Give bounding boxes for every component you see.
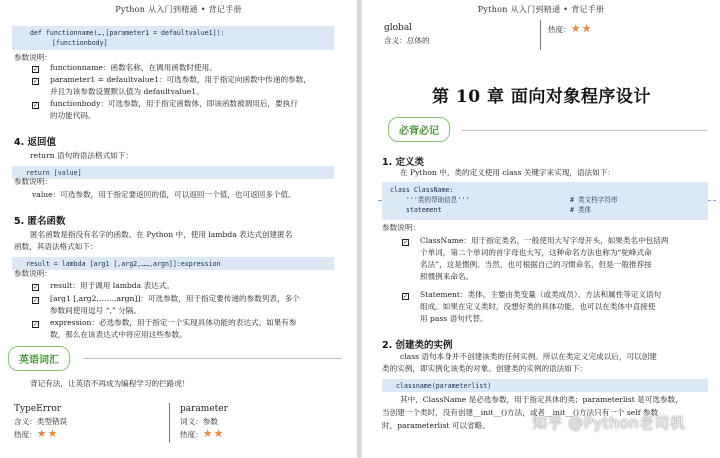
param-item-cont: 并且为该参数设置默认值为 defaultvalue1。 bbox=[50, 87, 204, 96]
code-comment: # 类文档字符串 bbox=[570, 196, 618, 204]
checkbox-icon: ✓ bbox=[33, 284, 39, 291]
vocab-word: TypeError bbox=[14, 404, 62, 414]
param-item-cont: 参数间使用逗号 “,” 分隔。 bbox=[50, 306, 141, 315]
star-icon: ★ bbox=[47, 427, 58, 440]
create-instance-intro: class 语句本身并不创建该类的任何实例。所以在类定义完成以后，可以创建 bbox=[400, 352, 657, 361]
param-item: expression：必选参数，用于指定一个实现具体功能的表达式。如果有参 bbox=[50, 318, 297, 327]
star-icon: ★ bbox=[570, 22, 581, 35]
vocab-word: global bbox=[384, 23, 413, 33]
vocab-heat-label bbox=[180, 429, 225, 442]
vocab-meaning: 含义：类型错误 bbox=[14, 417, 68, 426]
lambda-syntax-code: result = lambda [arg1 [,arg2,……,argn]]:expression bbox=[12, 257, 334, 270]
function-syntax-code bbox=[12, 26, 334, 50]
vocab-meaning: 词义：参数 bbox=[180, 417, 218, 426]
vocab-word: parameter bbox=[180, 404, 228, 414]
param-item: ClassName：用于指定类名，一般使用大写字母开头，如果类名中包括两 bbox=[420, 236, 669, 245]
watermark: 知乎 @Python老司机 bbox=[532, 414, 686, 432]
lambda-intro-cont: 函数，其语法格式如下： bbox=[14, 242, 98, 251]
code-comment: # 类体 bbox=[570, 206, 592, 214]
param-item: functionbody：可选参数，用于指定函数体，即该函数被调用后，要执行 bbox=[50, 99, 298, 108]
section-title-return: 4. 返回值 bbox=[14, 137, 57, 148]
param-item: [arg1 [,arg2,……,argn]]：可选参数，用于指定要传递的参数列表，多个 bbox=[50, 294, 300, 303]
section-title-create-instance: 2. 创建类的实例 bbox=[382, 340, 453, 351]
param-item-cont: 用 pass 语句代替。 bbox=[420, 314, 488, 323]
params-label: 参数说明： bbox=[382, 223, 420, 232]
param-item: Statement：类体，主要由类变量（或类成员）、方法和属性等定义语句 bbox=[420, 290, 662, 299]
section-title-define-class: 1. 定义类 bbox=[382, 157, 425, 168]
checkbox-icon: ✓ bbox=[33, 102, 39, 109]
star-icon: ★ bbox=[581, 22, 592, 35]
instance-syntax-code: classname(parameterlist) bbox=[382, 379, 708, 392]
param-item-cont: 组成。如果在定义类时，没想好类的具体功能，也可以在类体中直接使 bbox=[420, 302, 656, 311]
param-item: result：用于调用 lambda 表达式。 bbox=[50, 281, 174, 290]
badge-rule bbox=[462, 130, 707, 131]
dashed-rule bbox=[378, 200, 382, 201]
code-line: class ClassName: bbox=[390, 186, 454, 194]
code-line: [functionbody] bbox=[52, 39, 108, 47]
param-item-cont: 照惯例来命名。 bbox=[420, 272, 474, 281]
chapter-title: 第 10 章 面向对象程序设计 bbox=[432, 87, 651, 107]
params-label: 参数说明： bbox=[14, 177, 52, 186]
params-label: 参数说明： bbox=[14, 269, 52, 278]
param-item-cont: 的功能代码。 bbox=[50, 111, 96, 120]
class-syntax-code bbox=[382, 182, 708, 220]
vocab-heat-label bbox=[548, 24, 593, 37]
checkbox-icon: ✓ bbox=[403, 293, 409, 300]
create-instance-body: 其中，ClassName 是必选参数，用于指定具体的类；parameterlist 是可选参数， bbox=[400, 395, 683, 404]
params-label: 参数说明： bbox=[14, 53, 52, 62]
must-remember-badge: 必背必记 bbox=[388, 117, 450, 142]
return-param: value：可选参数，用于指定要返回的值，可以返回一个值，也可返回多个值。 bbox=[32, 190, 296, 199]
section-title-lambda: 5. 匿名函数 bbox=[14, 216, 66, 227]
vocab-intro: 背记有法，让英语不再成为编程学习的拦路虎！ bbox=[30, 379, 190, 388]
checkbox-icon: ✓ bbox=[33, 78, 39, 85]
param-item-cont: 名法”，这是惯例。当然，也可根据自己的习惯命名，但是一般推荐按 bbox=[420, 260, 652, 269]
code-line: def functionname(…,[parameter1 = defaultvalue1]): bbox=[30, 29, 225, 37]
page-header: Python 从入门到精通 • 背记手册 bbox=[477, 5, 605, 14]
star-icon: ★ bbox=[213, 427, 224, 440]
code-line: statement bbox=[390, 206, 442, 214]
right-page bbox=[362, 0, 720, 458]
param-item: functionname：函数名称，在调用函数时使用。 bbox=[50, 63, 217, 72]
checkbox-icon: ✓ bbox=[33, 321, 39, 328]
create-instance-body-cont: 当创建一个类时，没有创建__init__()方法，或者__init__()方法只有一个 self 参数 bbox=[382, 408, 659, 417]
star-icon: ★ bbox=[202, 427, 213, 440]
return-syntax-code: return [value] bbox=[12, 166, 334, 179]
create-instance-intro-cont: 类的实例，即实例化该类的对象。创建类的实例的语法如下： bbox=[382, 364, 588, 373]
heat-label: 热度： bbox=[14, 430, 37, 439]
checkbox-icon: ✓ bbox=[33, 66, 39, 73]
checkbox-icon: ✓ bbox=[403, 239, 409, 246]
dashed-rule bbox=[708, 200, 716, 201]
heat-label: 热度： bbox=[180, 430, 203, 439]
param-item: parameter1 = defaultvalue1：可选参数，用于指定向函数中传递的参数， bbox=[50, 75, 311, 84]
param-item-cont: 个单词，第二个单词的首字母也大写，这种命名方法也称为“驼峰式命 bbox=[420, 248, 652, 257]
vocab-divider bbox=[169, 403, 170, 443]
heat-label: 热度： bbox=[548, 25, 571, 34]
vocab-meaning: 含义：总体的 bbox=[384, 36, 430, 45]
page-header: Python 从入门到精通 • 背记手册 bbox=[115, 5, 242, 14]
vocab-divider bbox=[540, 20, 541, 50]
return-intro: return 语句的语法格式如下： bbox=[30, 151, 133, 160]
star-icon: ★ bbox=[36, 427, 47, 440]
create-instance-body-cont: 时，parameterlist 可以省略。 bbox=[382, 421, 490, 430]
vocab-badge: 英语词汇 bbox=[8, 346, 70, 371]
param-item-cont: 数，那么在该表达式中将应用这些参数。 bbox=[50, 330, 187, 339]
left-page bbox=[0, 0, 357, 458]
checkbox-icon: ✓ bbox=[33, 297, 39, 304]
lambda-intro: 匿名函数是指没有名字的函数。在 Python 中，使用 lambda 表达式创建匿名 bbox=[30, 230, 293, 239]
code-line: '''类的帮助信息''' bbox=[390, 196, 470, 204]
badge-rule bbox=[84, 358, 342, 359]
vocab-heat-label bbox=[14, 429, 59, 442]
define-class-intro: 在 Python 中，类的定义使用 class 关键字来实现，语法如下： bbox=[400, 168, 615, 177]
